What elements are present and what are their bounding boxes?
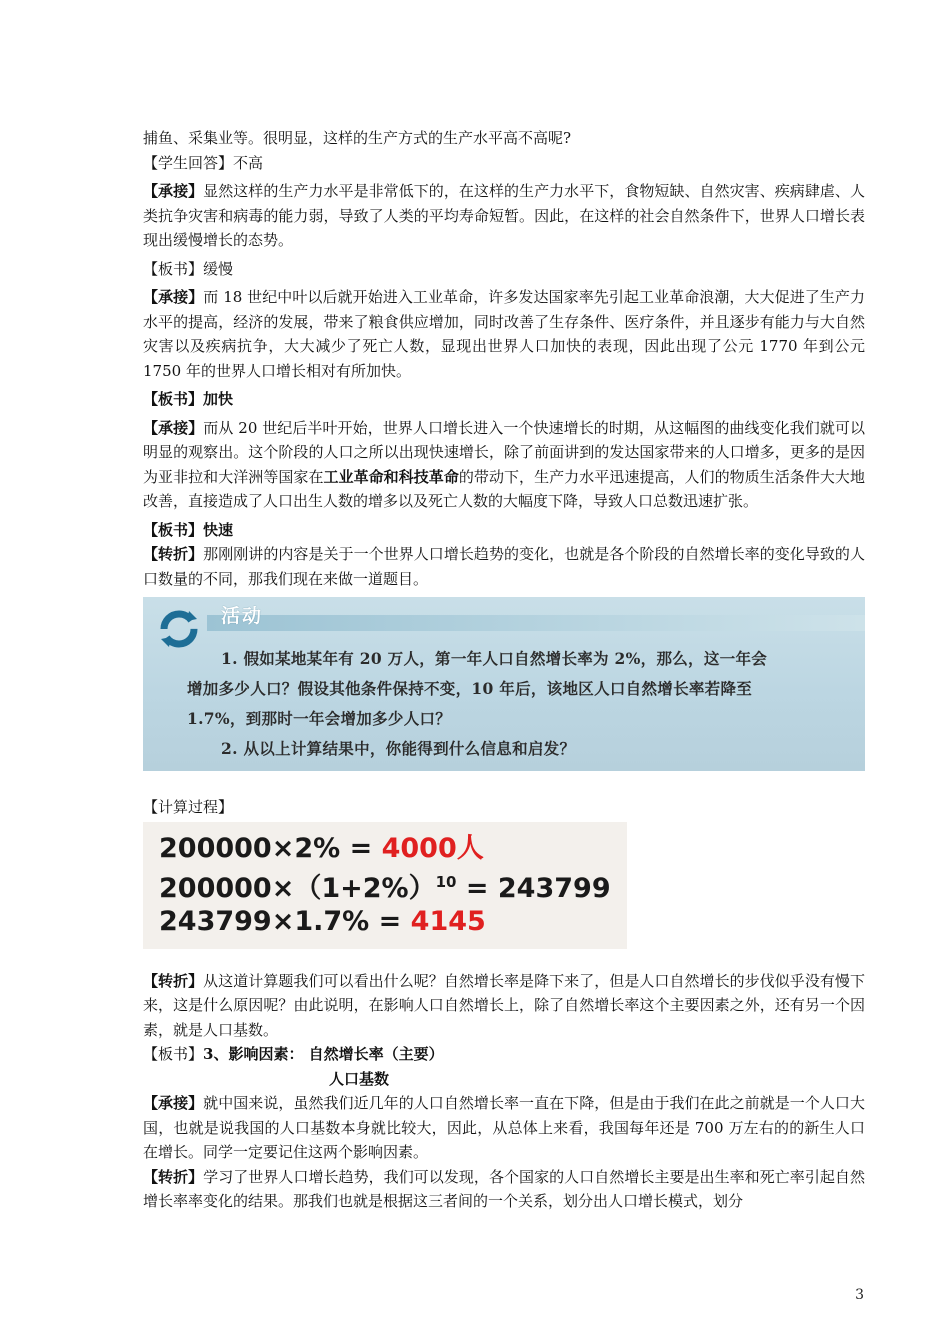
- section-label: 【转折】: [143, 971, 204, 990]
- page-content: [143, 126, 865, 1214]
- activity-line: 1. 假如某地某年有 20 万人，第一年人口自然增长率为 2%，那么，这一年会: [221, 649, 768, 668]
- board-note-factor-base: 人口基数: [329, 1069, 390, 1088]
- activity-header-bar: [207, 615, 865, 631]
- calc-row: 243799×1.7% = 4145: [159, 905, 486, 937]
- paragraph-transition: 【承接】就中国来说，虽然我们近几年的人口自然增长率一直在下降，但是由于我们在此之前就是一个人口大国，也就是说我国的人口基数本身就比较大，因此，从总体上来看，我国每年还是 700 万左右的的新生人口在增长。同学一定要记住这两个影响因素。: [143, 1094, 865, 1161]
- board-note-fast: 【板书】快速: [143, 520, 234, 539]
- activity-box: [143, 597, 865, 771]
- page-number: 3: [855, 1287, 864, 1303]
- section-label: 【承接】: [143, 288, 204, 306]
- activity-line: 2. 从以上计算结果中，你能得到什么信息和启发？: [221, 739, 576, 758]
- paragraph-turn: 【转折】学习了世界人口增长趋势，我们可以发现，各个国家的人口自然增长主要是出生率和死亡率引起自然增长率率变化的结果。那我们也就是根据这三者间的一个关系，划分出人口增长模式，划分: [143, 1167, 865, 1210]
- calculation-image: [143, 822, 627, 949]
- section-label: 【承接】: [143, 1094, 204, 1112]
- paragraph-turn: 【转折】那刚刚讲的内容是关于一个世界人口增长趋势的变化，也就是各个阶段的自然增长率的变化导致的人口数量的不同，那我们现在来做一道题目。: [143, 545, 865, 588]
- calc-row: 200000×2% = 4000人: [159, 832, 484, 864]
- section-label: 【承接】: [143, 418, 204, 437]
- calc-result: 4145: [410, 905, 486, 937]
- section-label: 【板书】: [143, 1045, 204, 1063]
- paragraph-turn: 【转折】从这道计算题我们可以看出什么呢？自然增长率是降下来了，但是人口自然增长的步伐似乎没有慢下来，这是什么原因呢？由此说明，在影响人口自然增长上，除了自然增长率这个主要因素之外，还有另一个因素，就是人口基数。: [143, 971, 865, 1039]
- section-label: 【转折】: [143, 545, 204, 563]
- calc-result: 4000人: [381, 832, 484, 864]
- paragraph: 捕鱼、采集业等。很明显，这样的生产方式的生产水平高不高呢?: [143, 129, 572, 147]
- activity-title: 活动: [221, 605, 264, 627]
- section-label: 【转折】: [143, 1167, 204, 1186]
- paragraph-transition: 【承接】而从 20 世纪后半叶开始，世界人口增长进入一个快速增长的时期，从这幅图的曲线变化我们就可以明显的观察出。这个阶段的人口之所以出现快速增长，除了前面讲到的发达国家带来的人口增多，更多的是因为亚非拉和大洋洲等国家在工业革命和科技革命的带动下，生产力水平迅速提高，人们的物质生活条件大大地改善，直接造成了人口出生人数的增多以及死亡人数的大幅度下降，导致人口总数迅速扩张。: [143, 418, 865, 510]
- board-note-slow: 【板书】缓慢: [143, 259, 234, 278]
- section-label: 【承接】: [143, 182, 204, 200]
- student-answer: 【学生回答】不高: [143, 153, 264, 172]
- paragraph-transition: 【承接】而 18 世纪中叶以后就开始进入工业革命，许多发达国家率先引起工业革命浪潮，大大促进了生产力水平的提高，经济的发展，带来了粮食供应增加，同时改善了生存条件、医疗条件，并且逐步有能力与大自然灾害以及疾病抗争，大大减少了死亡人数，显现出世界人口加快的表现，因此出现了公元 1770 年到公元 1750 年的世界人口增长相对有所加快。: [143, 288, 865, 380]
- calc-exponent: 10: [435, 872, 457, 891]
- calc-label: 【计算过程】: [143, 798, 234, 816]
- activity-line: 1.7%，到那时一年会增加多少人口？: [187, 709, 452, 728]
- activity-cycle-icon: [155, 605, 203, 653]
- board-note-factors: 【板书】3、影响因素： 自然增长率（主要）: [143, 1045, 444, 1063]
- calc-row: $200000\times(1+2\%)^{10} = 243799$: [159, 872, 611, 904]
- bold-term: 工业革命和科技革命: [323, 467, 459, 486]
- paragraph-transition: 【承接】显然这样的生产力水平是非常低下的，在这样的生产力水平下，食物短缺、自然灾害、疾病肆虐、人类抗争灾害和病毒的能力弱，导致了人类的平均寿命短暂。因此，在这样的社会自然条件下，世界人口增长表现出缓慢增长的态势。: [143, 182, 865, 249]
- activity-line: 增加多少人口？假设其他条件保持不变，10 年后，该地区人口自然增长率若降至: [187, 679, 753, 698]
- board-note-faster: 【板书】加快: [143, 390, 234, 408]
